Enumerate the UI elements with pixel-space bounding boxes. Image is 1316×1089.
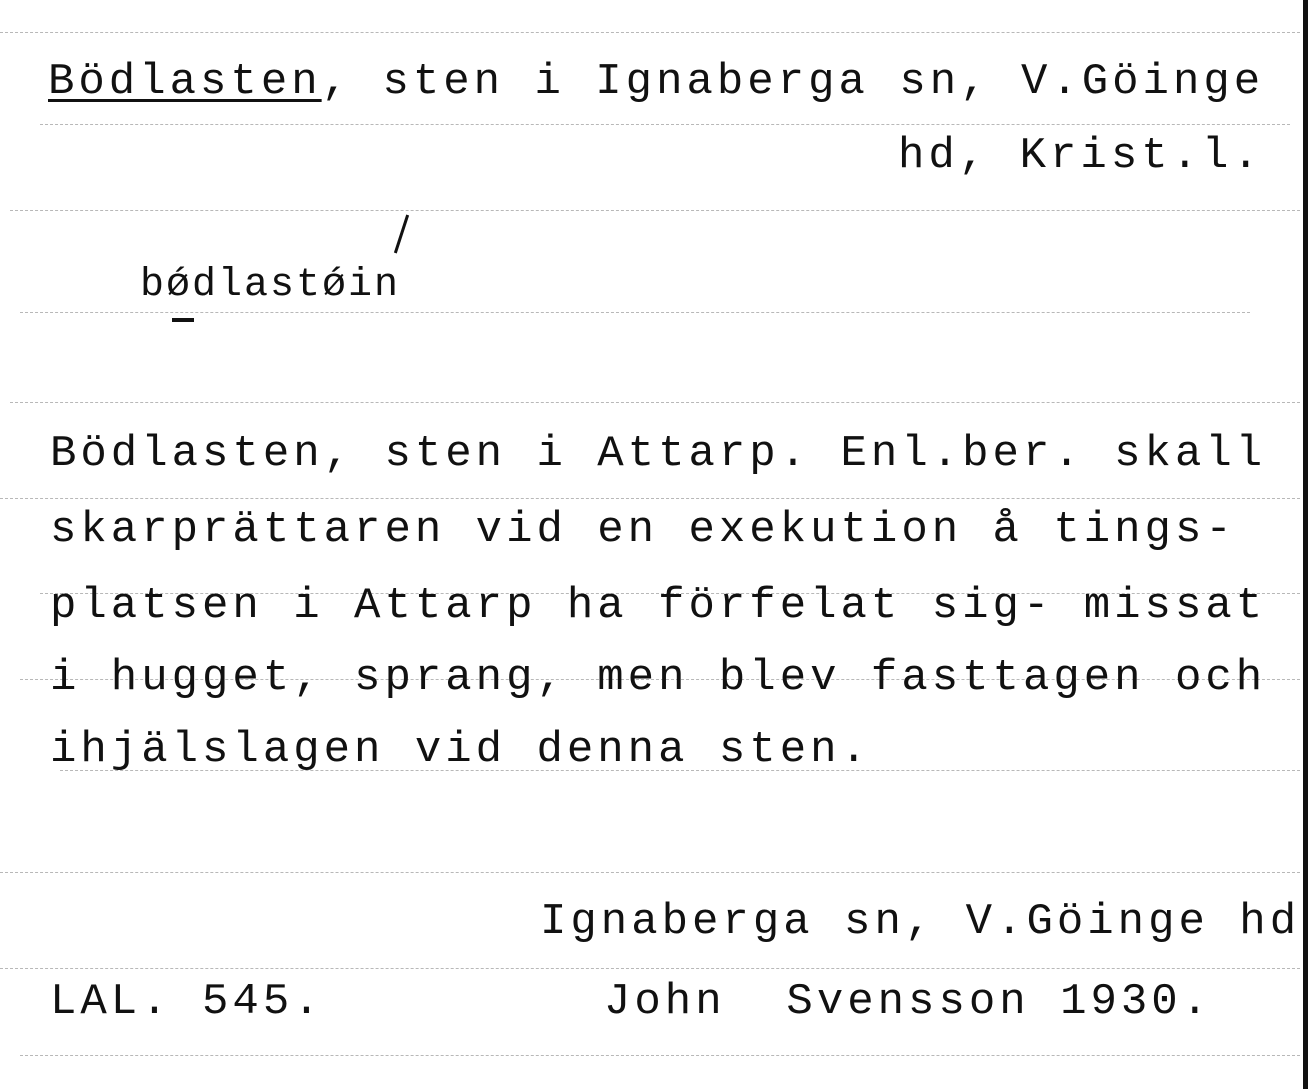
stress-mark (394, 215, 409, 254)
body-line: platsen i Attarp ha förfelat sig- missat (50, 581, 1267, 631)
phonetic-transcription: bǿdlastǿin (140, 263, 401, 308)
headword: Bödlasten (48, 57, 322, 107)
card-rule (0, 872, 1300, 873)
card-rule (40, 124, 1290, 125)
card-rule (10, 402, 1300, 403)
body-line: ihjälslagen vid denna sten. (50, 725, 871, 775)
card-rule (0, 498, 1300, 499)
heading-rest: , sten i Ignaberga sn, V.Göinge (321, 57, 1265, 107)
footer-collector: John Svensson 1930. (604, 977, 1213, 1027)
heading-line-1 (48, 57, 1265, 107)
body-line: Bödlasten, sten i Attarp. Enl.ber. skall (50, 429, 1267, 479)
body-line: skarprättaren vid en exekution å tings- (50, 505, 1236, 555)
card-edge (1303, 0, 1308, 1089)
card-rule (20, 1055, 1300, 1056)
footer-place: Ignaberga sn, V.Göinge hd (540, 897, 1301, 947)
card-rule (20, 312, 1250, 313)
card-rule (10, 210, 1300, 211)
body-line: i hugget, sprang, men blev fasttagen och (50, 653, 1267, 703)
card-rule (0, 32, 1300, 33)
card-rule (0, 968, 1300, 969)
length-mark (172, 318, 194, 322)
heading-line-2: hd, Krist.l. (898, 131, 1263, 181)
footer-reference: LAL. 545. (50, 977, 324, 1027)
